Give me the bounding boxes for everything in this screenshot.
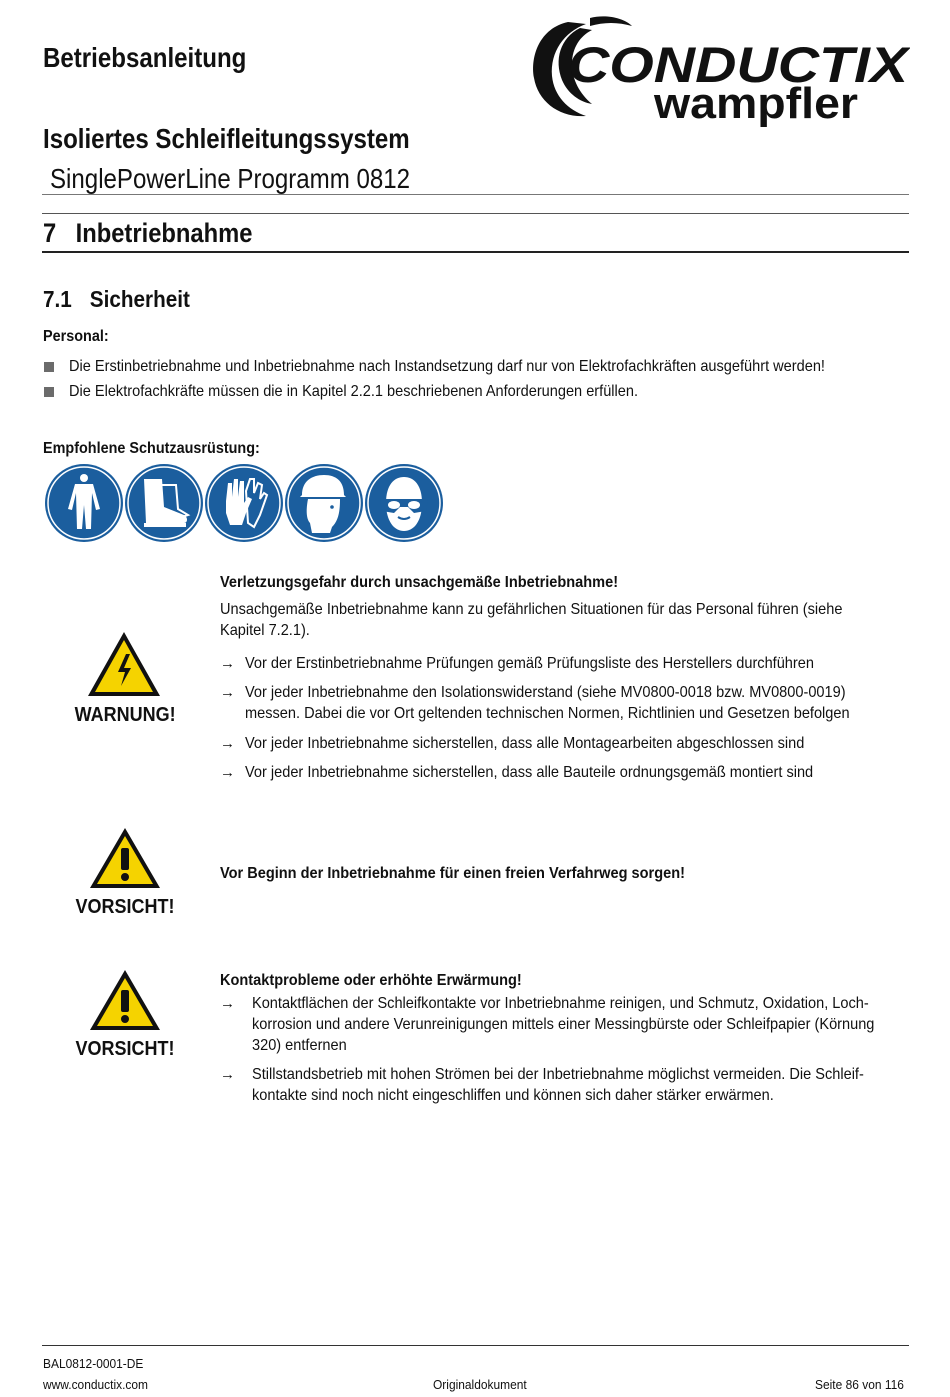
chapter-top-rule <box>42 213 909 214</box>
square-bullet-icon <box>44 362 54 372</box>
caution-label: VORSICHT! <box>75 896 175 918</box>
warning-title: Verletzungsgefahr durch unsachgemäße Inbetriebnahme! <box>220 574 619 591</box>
document-subtitle: SinglePowerLine Programm 0812 <box>50 163 411 194</box>
safety-goggles-icon <box>364 463 444 543</box>
chapter-number: 7 <box>43 218 57 248</box>
square-bullet-icon <box>44 387 54 397</box>
section-title: Sicherheit <box>89 286 190 312</box>
hard-hat-icon <box>284 463 364 543</box>
footer-rule <box>42 1345 909 1346</box>
arrow-icon: → <box>220 995 235 1012</box>
chapter-title: Inbetriebnahme <box>75 218 253 248</box>
footer-center-note: Originaldokument <box>433 1377 527 1392</box>
logo-graphic <box>528 14 910 136</box>
footer-page-number: Seite 86 von 116 <box>815 1377 904 1392</box>
caution-title: Kontaktprobleme oder erhöhte Erwärmung! <box>220 972 522 989</box>
svg-text:wampfler: wampfler <box>652 79 858 128</box>
svg-text:CONDUCTIX: CONDUCTIX <box>568 37 910 93</box>
document-title: Isoliertes Schleifleitungssystem <box>43 123 410 154</box>
overall-icon <box>44 463 124 543</box>
section-heading <box>43 286 206 313</box>
warning-text: Unsachgemäße Inbetriebnahme kann zu gefährlichen Situationen für das Personal führen (siehe Kapitel 7.2.1). <box>220 601 843 639</box>
gloves-icon <box>204 463 284 543</box>
personnel-heading: Personal: <box>43 328 109 345</box>
ppe-icon-row <box>44 463 444 543</box>
electric-hazard-icon <box>86 630 162 703</box>
exclamation-warning-icon <box>88 826 162 895</box>
chapter-bottom-rule <box>42 251 909 253</box>
header-divider <box>42 194 909 195</box>
safety-boots-icon <box>124 463 204 543</box>
arrow-icon: → <box>220 764 235 781</box>
warning-label: WARNUNG! <box>74 704 176 726</box>
caution-block: Kontaktprobleme oder erhöhte Erwärmung! → Kontaktflächen der Schleifkontakte vor Inbetriebnahme reinigen, und Schmutz, Oxidation, Loch- korrosion und andere Verunreinigungen mittels einer Messingbürste oder Schleifpapier (Körnung 320) entfernen → Stillstandsbetrieb mit hohen Strömen bei der Inbetriebnahme möglichst vermeiden. Die Schleif- kontakte sind noch nicht eingeschliffen und können sich daher stärker erwärmen. <box>220 972 875 1104</box>
conductix-wampfler-logo <box>528 14 910 136</box>
exclamation-warning-icon <box>88 968 162 1037</box>
section-number: 7.1 <box>43 286 72 312</box>
ppe-heading: Empfohlene Schutzausrüstung: <box>43 440 260 457</box>
arrow-icon: → <box>220 1066 235 1083</box>
arrow-icon: → <box>220 684 235 701</box>
caution-label: VORSICHT! <box>75 1038 175 1060</box>
footer-website-link[interactable]: www.conductix.com <box>43 1377 149 1392</box>
footer-doc-id: BAL0812-0001-DE <box>43 1356 144 1371</box>
caution-block <box>220 863 731 884</box>
arrow-icon: → <box>220 655 235 672</box>
document-type: Betriebsanleitung <box>43 42 247 73</box>
warning-block: Verletzungsgefahr durch unsachgemäße Inbetriebnahme! Unsachgemäße Inbetriebnahme kann zu gefährlichen Situationen für das Personal führen (siehe Kapitel 7.2.1). → Vor der Erstinbetriebnahme Prüfungen gemäß Prüfungsliste des Herstellers durchführen → Vor jeder Inbetriebnahme den Isolationswiderstand (siehe MV0800-0018 bzw. MV0800-0019) messen. Dabei die vor Ort geltenden technischen Normen, Richtlinien und Gesetzen befolgen → Vor jeder Inbetriebnahme sicherstellen, dass alle Montagearbeiten abgeschlossen sind → Vor jeder Inbetriebnahme sicherstellen, dass alle Bauteile ordnungsgemäß montiert sind <box>220 572 657 593</box>
arrow-icon: → <box>220 735 235 752</box>
chapter-heading <box>43 218 281 249</box>
caution-title: Vor Beginn der Inbetriebnahme für einen freien Verfahrweg sorgen! <box>220 865 685 882</box>
